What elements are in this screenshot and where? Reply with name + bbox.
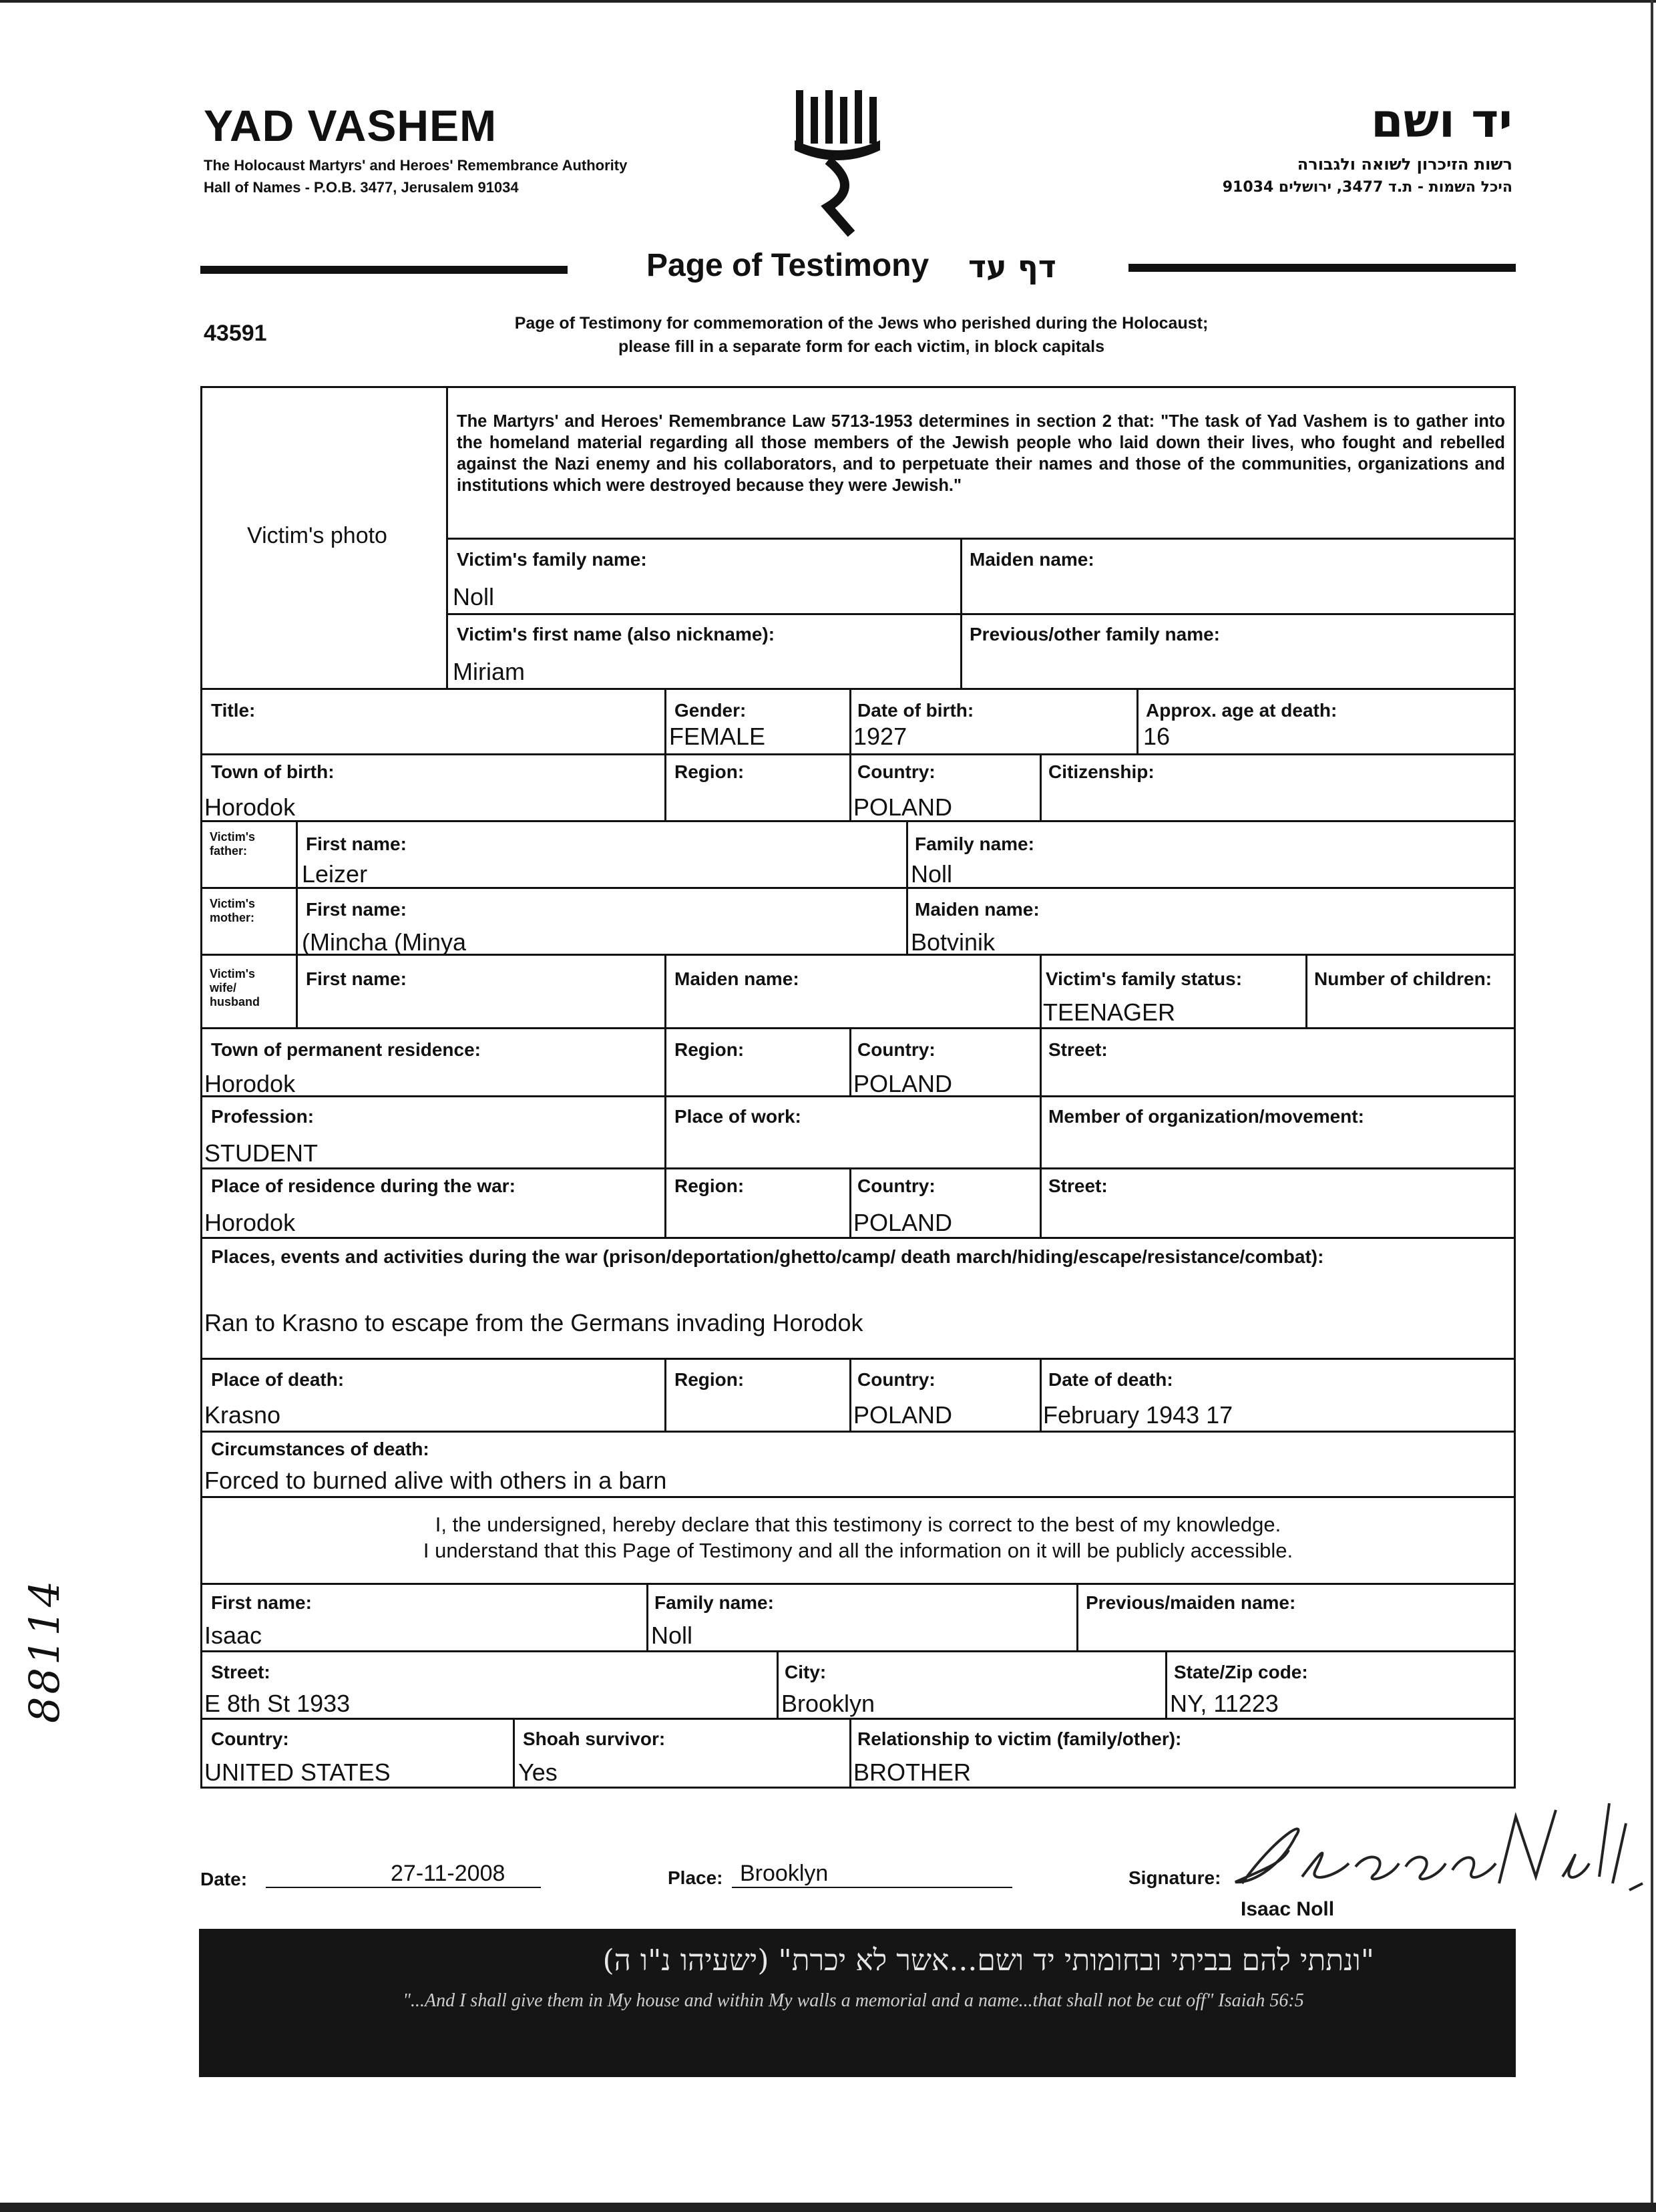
date-underline	[266, 1887, 541, 1888]
footer-banner	[199, 1929, 1516, 2077]
submitter-first-value[interactable]: Isaac	[204, 1622, 262, 1649]
country-war-value[interactable]: POLAND	[853, 1209, 953, 1236]
circumstances-label: Circumstances of death:	[211, 1439, 429, 1459]
family-status-value[interactable]: TEENAGER	[1043, 998, 1176, 1026]
first-name-label: Victim's first name (also nickname):	[457, 624, 775, 644]
place-war-label: Place of residence during the war:	[211, 1175, 515, 1196]
age-death-label: Approx. age at death:	[1146, 700, 1337, 721]
mother-maiden-label: Maiden name:	[915, 899, 1040, 920]
dob-label: Date of birth:	[857, 700, 974, 721]
age-death-value[interactable]: 16	[1143, 723, 1171, 750]
country-war-label: Country:	[857, 1175, 936, 1196]
spouse-maiden-label: Maiden name:	[674, 968, 799, 989]
submitter-city-label: City:	[785, 1662, 827, 1682]
submitter-country-value[interactable]: UNITED STATES	[204, 1759, 391, 1786]
country-residence-label: Country:	[857, 1039, 936, 1060]
region-residence-label: Region:	[674, 1039, 745, 1060]
date-death-label: Date of death:	[1048, 1369, 1173, 1390]
submitter-country-label: Country:	[211, 1728, 289, 1749]
mother-first-value[interactable]: (Mincha (Minya	[302, 928, 467, 956]
first-name-value[interactable]: Miriam	[453, 658, 525, 685]
signature-printed-name: Isaac Noll	[1241, 1898, 1335, 1920]
place-death-value[interactable]: Krasno	[204, 1401, 281, 1429]
mother-first-label: First name:	[306, 899, 407, 920]
org-subtitle-hebrew-1: רשות הזיכרון לשואה ולגבורה	[1297, 155, 1512, 174]
submitter-city-value[interactable]: Brooklyn	[781, 1690, 875, 1717]
submitter-family-value[interactable]: Noll	[651, 1622, 693, 1649]
family-status-label: Victim's family status:	[1046, 968, 1243, 989]
footer-quote-english: "...And I shall give them in My house and within My walls a memorial and a name...that shall not be cut off" Isaiah 56:5	[403, 1990, 1304, 2011]
submitter-street-label: Street:	[211, 1662, 270, 1682]
circumstances-value[interactable]: Forced to burned alive with others in a barn	[204, 1467, 667, 1494]
profession-value[interactable]: STUDENT	[204, 1139, 318, 1167]
country-birth-label: Country:	[857, 761, 936, 782]
place-underline	[732, 1887, 1012, 1888]
street-war-label: Street:	[1048, 1175, 1108, 1196]
country-death-label: Country:	[857, 1369, 936, 1390]
date-value[interactable]: 27-11-2008	[391, 1861, 505, 1886]
date-death-value[interactable]: February 1943 17	[1043, 1401, 1233, 1429]
gender-label: Gender:	[674, 700, 747, 721]
family-name-value[interactable]: Noll	[453, 583, 495, 610]
father-family-label: Family name:	[915, 834, 1034, 854]
country-death-value[interactable]: POLAND	[853, 1401, 953, 1429]
citizenship-label: Citizenship:	[1048, 761, 1155, 782]
title-label: Title:	[211, 700, 256, 721]
mother-row-label: Victim's mother:	[210, 897, 255, 924]
place-work-label: Place of work:	[674, 1106, 801, 1127]
place-death-label: Place of death:	[211, 1369, 345, 1390]
signature-label: Signature:	[1128, 1867, 1221, 1888]
submitter-state-value[interactable]: NY, 11223	[1170, 1690, 1279, 1717]
gender-value[interactable]: FEMALE	[669, 723, 766, 750]
page-title-hebrew: דף עד	[968, 248, 1056, 285]
shoah-survivor-label: Shoah survivor:	[523, 1728, 666, 1749]
signature-handwriting	[1215, 1797, 1649, 1903]
street-residence-label: Street:	[1048, 1039, 1108, 1060]
country-birth-value[interactable]: POLAND	[853, 793, 953, 821]
previous-family-name-label: Previous/other family name:	[970, 624, 1221, 644]
member-org-label: Member of organization/movement:	[1048, 1106, 1364, 1127]
region-death-label: Region:	[674, 1369, 745, 1390]
town-birth-label: Town of birth:	[211, 761, 335, 782]
place-value[interactable]: Brooklyn	[740, 1861, 829, 1886]
children-label: Number of children:	[1314, 968, 1492, 989]
org-subtitle-2: Hall of Names - P.O.B. 3477, Jerusalem 91034	[204, 179, 519, 196]
submitter-prev-name-label: Previous/maiden name:	[1086, 1592, 1296, 1613]
town-residence-value[interactable]: Horodok	[204, 1070, 296, 1097]
town-birth-value[interactable]: Horodok	[204, 793, 296, 821]
submitter-state-label: State/Zip code:	[1174, 1662, 1308, 1682]
father-first-value[interactable]: Leizer	[302, 860, 368, 888]
org-subtitle-hebrew-2: היכל השמות - ת.ד 3477, ירושלים 91034	[1222, 179, 1512, 196]
shoah-survivor-value[interactable]: Yes	[518, 1759, 558, 1786]
place-label: Place:	[668, 1867, 723, 1888]
org-name: YAD VASHEM	[204, 101, 497, 150]
org-name-hebrew: יד ושם	[1371, 94, 1512, 148]
profession-label: Profession:	[211, 1106, 315, 1127]
places-events-value[interactable]: Ran to Krasno to escape from the Germans invading Horodok	[204, 1309, 863, 1336]
form-number: 43591	[204, 321, 267, 346]
intro-line-1: Page of Testimony for commemoration of the Jews who perished during the Holocaust;	[514, 314, 1209, 333]
region-birth-label: Region:	[674, 761, 745, 782]
victim-photo-label: Victim's photo	[247, 523, 387, 548]
declaration-line-1: I, the undersigned, hereby declare that this testimony is correct to the best of my knowledge.	[435, 1513, 1281, 1536]
margin-handwritten-number: 88114	[20, 1578, 69, 1723]
dob-value[interactable]: 1927	[853, 723, 907, 750]
submitter-family-label: Family name:	[654, 1592, 774, 1613]
father-row-label: Victim's father:	[210, 830, 255, 858]
relationship-label: Relationship to victim (family/other):	[857, 1728, 1182, 1749]
country-residence-value[interactable]: POLAND	[853, 1070, 953, 1097]
maiden-name-label: Maiden name:	[970, 549, 1094, 570]
spouse-first-label: First name:	[306, 968, 407, 989]
footer-quote-hebrew: "ונתתי להם בביתי ובחומותי יד ושם...אשר לא יכרת" (ישעיהו נ"ו ה)	[602, 1944, 1374, 1978]
father-first-label: First name:	[306, 834, 407, 854]
town-residence-label: Town of permanent residence:	[211, 1039, 481, 1060]
submitter-street-value[interactable]: E 8th St 1933	[204, 1690, 351, 1717]
org-subtitle-1: The Holocaust Martyrs' and Heroes' Remembrance Authority	[204, 157, 628, 174]
mother-maiden-value[interactable]: Botvinik	[911, 928, 996, 956]
places-events-label: Places, events and activities during the war (prison/deportation/ghetto/camp/ death march/hiding/escape/resistance/combat):	[211, 1246, 1324, 1267]
family-name-label: Victim's family name:	[457, 549, 647, 570]
place-war-value[interactable]: Horodok	[204, 1209, 296, 1236]
declaration-line-2: I understand that this Page of Testimony and all the information on it will be publicly accessible.	[423, 1539, 1293, 1562]
region-war-label: Region:	[674, 1175, 745, 1196]
submitter-first-label: First name:	[211, 1592, 312, 1613]
intro-line-2: please fill in a separate form for each victim, in block capitals	[618, 337, 1105, 356]
page-title: Page of Testimony	[646, 248, 929, 283]
relationship-value[interactable]: BROTHER	[853, 1759, 972, 1786]
father-family-value[interactable]: Noll	[911, 860, 953, 888]
date-label: Date:	[200, 1869, 248, 1889]
spouse-row-label: Victim's wife/ husband	[210, 967, 260, 1008]
law-text: The Martyrs' and Heroes' Remembrance Law 5713-1953 determines in section 2 that: "The task of Yad Vashem is to gather into the homeland material regarding all those members of the Jewish people who laid down their lives, who fought and rebelled against the Nazi enemy and his collaborators, and to perpetuate their names and those of the communities, organizations and institutions which were destroyed because they were Jewish."	[457, 412, 1505, 495]
